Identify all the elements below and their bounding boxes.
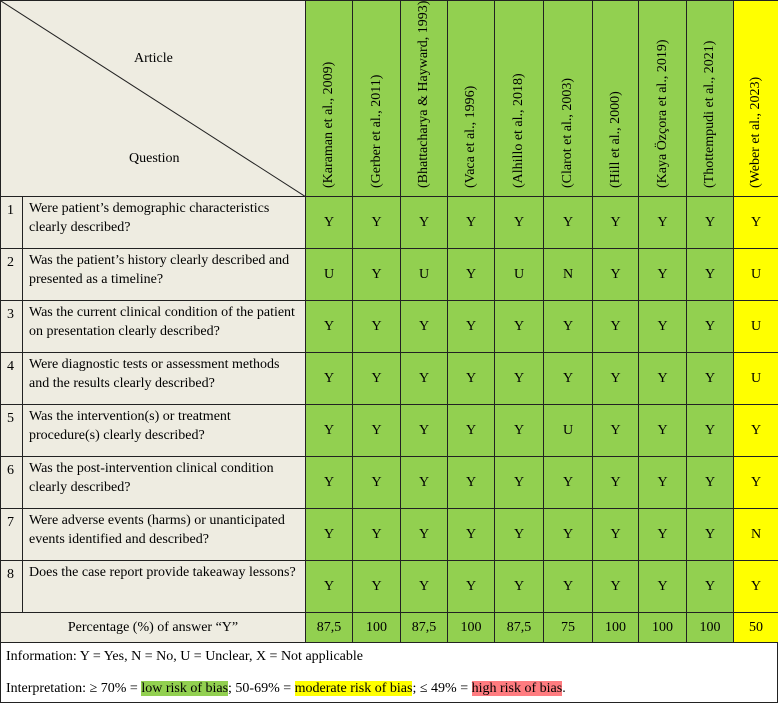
question-number: 5 (1, 405, 23, 457)
answer-cell: Y (544, 561, 593, 613)
article-name: (Vaca et al., 1996) (463, 85, 478, 188)
answer-cell: Y (639, 405, 687, 457)
answer-cell: Y (448, 561, 495, 613)
article-name: (Karaman et al., 2009) (321, 61, 336, 188)
article-header (495, 1, 544, 197)
interp-prefix: Interpretation: ≥ 70% = (6, 681, 142, 696)
answer-cell: Y (495, 405, 544, 457)
answer-cell: Y (401, 405, 448, 457)
answer-cell: Y (687, 509, 734, 561)
percentage-row (1, 613, 778, 643)
answer-cell: Y (593, 509, 639, 561)
table-row (1, 457, 778, 509)
article-header (401, 1, 448, 197)
percentage-value: 87,5 (401, 613, 448, 643)
answer-cell: Y (448, 457, 495, 509)
question-number: 2 (1, 249, 23, 301)
answer-cell: Y (353, 561, 401, 613)
table-row (1, 509, 778, 561)
answer-cell: Y (687, 561, 734, 613)
answer-cell: Y (593, 405, 639, 457)
answer-cell: Y (687, 197, 734, 249)
article-header (306, 1, 353, 197)
percentage-value: 87,5 (495, 613, 544, 643)
percentage-value: 100 (639, 613, 687, 643)
answer-cell: Y (593, 561, 639, 613)
answer-cell: Y (353, 509, 401, 561)
article-name: (Kaya Özçora et al., 2019) (654, 39, 670, 188)
question-text: Were diagnostic tests or assessment methods and the results clearly described? (23, 353, 306, 405)
answer-cell: Y (401, 197, 448, 249)
percentage-value: 100 (593, 613, 639, 643)
answer-cell: Y (353, 353, 401, 405)
answer-cell: Y (593, 301, 639, 353)
answer-cell: Y (353, 405, 401, 457)
answer-cell: Y (544, 353, 593, 405)
header-row (1, 1, 778, 197)
answer-cell: Y (448, 197, 495, 249)
article-header (544, 1, 593, 197)
answer-cell: Y (306, 197, 353, 249)
article-name: (Thottempudi et al., 2021) (702, 40, 717, 188)
article-name: (Bhattacharya & Hayward, 1993) (416, 0, 431, 188)
moderate-risk-label: moderate risk of bias (294, 681, 413, 696)
answer-cell: Y (306, 301, 353, 353)
answer-cell: N (734, 509, 778, 561)
answer-cell: U (401, 249, 448, 301)
answer-cell: Y (401, 301, 448, 353)
percentage-value: 100 (353, 613, 401, 643)
answer-cell: Y (687, 301, 734, 353)
answer-cell: N (544, 249, 593, 301)
question-text: Was the current clinical condition of the patient on presentation clearly described? (23, 301, 306, 353)
question-text: Does the case report provide takeaway lessons? (23, 561, 306, 613)
question-text: Was the patient’s history clearly described and presented as a timeline? (23, 249, 306, 301)
answer-cell: Y (593, 353, 639, 405)
answer-cell: Y (495, 561, 544, 613)
answer-cell: Y (687, 457, 734, 509)
answer-cell: Y (495, 353, 544, 405)
answer-cell: Y (353, 197, 401, 249)
answer-cell: Y (401, 353, 448, 405)
table-row (1, 197, 778, 249)
answer-cell: Y (448, 249, 495, 301)
answer-cell: U (544, 405, 593, 457)
article-header (639, 1, 687, 197)
question-text: Were adverse events (harms) or unanticipated events identified and described? (23, 509, 306, 561)
information-note: Information: Y = Yes, N = No, U = Unclear, X = Not applicable (6, 649, 363, 664)
answer-cell: Y (639, 197, 687, 249)
answer-cell: Y (353, 249, 401, 301)
answer-cell: Y (306, 353, 353, 405)
article-header (353, 1, 401, 197)
table-row (1, 249, 778, 301)
question-text: Was the intervention(s) or treatment procedure(s) clearly described? (23, 405, 306, 457)
answer-cell: Y (734, 405, 778, 457)
answer-cell: U (495, 249, 544, 301)
answer-cell: U (306, 249, 353, 301)
article-header (734, 1, 778, 197)
table-row (1, 353, 778, 405)
answer-cell: Y (544, 457, 593, 509)
article-header (448, 1, 495, 197)
answer-cell: Y (639, 561, 687, 613)
percentage-value: 100 (448, 613, 495, 643)
question-number: 3 (1, 301, 23, 353)
interp-sep1: ; 50-69% = (228, 681, 295, 696)
table-row (1, 405, 778, 457)
answer-cell: Y (639, 509, 687, 561)
diagonal-divider (1, 1, 306, 197)
table-footer (0, 642, 778, 703)
question-number: 4 (1, 353, 23, 405)
interp-sep2: ; ≤ 49% = (412, 681, 472, 696)
answer-cell: Y (687, 353, 734, 405)
answer-cell: Y (448, 353, 495, 405)
table-row (1, 301, 778, 353)
answer-cell: Y (639, 249, 687, 301)
question-number: 8 (1, 561, 23, 613)
answer-cell: Y (734, 457, 778, 509)
answer-cell: Y (593, 457, 639, 509)
answer-cell: Y (306, 457, 353, 509)
question-text: Were patient’s demographic characteristics clearly described? (23, 197, 306, 249)
question-number: 6 (1, 457, 23, 509)
answer-cell: Y (734, 197, 778, 249)
answer-cell: Y (544, 509, 593, 561)
percentage-value: 87,5 (306, 613, 353, 643)
low-risk-label: low risk of bias (141, 681, 229, 696)
answer-cell: Y (306, 561, 353, 613)
answer-cell: Y (401, 561, 448, 613)
article-name: (Weber et al., 2023) (748, 76, 763, 188)
answer-cell: Y (306, 405, 353, 457)
answer-cell: Y (495, 509, 544, 561)
answer-cell: Y (687, 405, 734, 457)
answer-cell: Y (353, 457, 401, 509)
article-name: (Gerber et al., 2011) (368, 74, 384, 188)
answer-cell: Y (448, 405, 495, 457)
answer-cell: Y (593, 249, 639, 301)
answer-cell: Y (401, 457, 448, 509)
percentage-value: 100 (687, 613, 734, 643)
article-label: Article (134, 51, 173, 66)
answer-cell: U (734, 301, 778, 353)
question-label: Question (129, 151, 180, 166)
percentage-value: 50 (734, 613, 778, 643)
article-header (593, 1, 639, 197)
article-name: (Clarot et al., 2003) (560, 77, 575, 188)
answer-cell: Y (734, 561, 778, 613)
answer-cell: Y (639, 457, 687, 509)
interpretation-note (6, 681, 566, 697)
answer-cell: Y (353, 301, 401, 353)
answer-cell: Y (495, 457, 544, 509)
article-header (687, 1, 734, 197)
answer-cell: Y (495, 301, 544, 353)
answer-cell: Y (544, 301, 593, 353)
question-number: 7 (1, 509, 23, 561)
answer-cell: Y (448, 509, 495, 561)
answer-cell: Y (639, 353, 687, 405)
percentage-value: 75 (544, 613, 593, 643)
answer-cell: Y (401, 509, 448, 561)
answer-cell: U (734, 249, 778, 301)
answer-cell: Y (687, 249, 734, 301)
answer-cell: Y (639, 301, 687, 353)
question-number: 1 (1, 197, 23, 249)
answer-cell: Y (544, 197, 593, 249)
answer-cell: U (734, 353, 778, 405)
answer-cell: Y (593, 197, 639, 249)
article-name: (Hill et al., 2000) (607, 91, 623, 188)
percentage-label: Percentage (%) of answer “Y” (1, 613, 306, 643)
article-name: (Alhillo et al., 2018) (511, 73, 526, 188)
answer-cell: Y (448, 301, 495, 353)
question-text: Was the post-intervention clinical condition clearly described? (23, 457, 306, 509)
high-risk-label: high risk of bias (471, 681, 563, 696)
table-row (1, 561, 778, 613)
answer-cell: Y (495, 197, 544, 249)
interp-end: . (562, 681, 566, 696)
answer-cell: Y (306, 509, 353, 561)
article-question-header (1, 1, 306, 197)
